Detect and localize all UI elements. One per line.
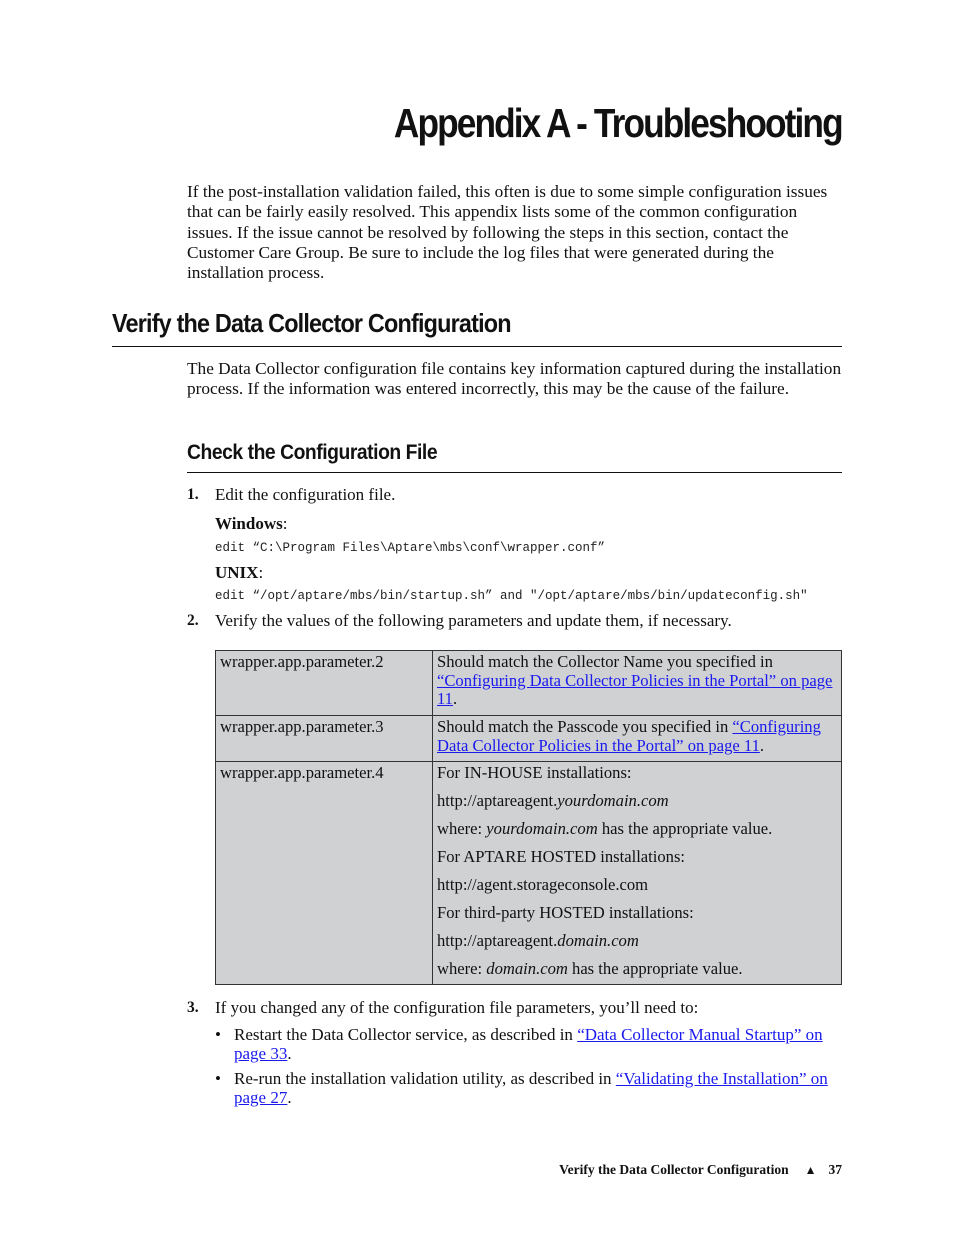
bullet-marker: • [215,1025,221,1044]
inhouse-where-suffix: has the appropriate value. [597,819,773,838]
chapter-title: Appendix A - Troubleshooting [394,100,842,146]
third-party-url-prefix: http://aptareagent. [437,931,558,950]
page-number: 37 [828,1162,842,1177]
step-number: 1. [187,486,199,503]
cross-reference-link[interactable]: “Configuring Data Collector Policies in the Portal” on page 11 [437,670,833,708]
bullet-marker: • [215,1069,221,1088]
description-period: . [759,735,765,755]
third-party-where-label: where: [437,959,487,978]
windows-label-text: Windows [215,514,283,533]
inhouse-url [437,792,837,811]
unix-label-colon: : [258,563,264,582]
windows-label [215,514,287,534]
section-heading: Verify the Data Collector Configuration [112,308,511,338]
cross-reference-link[interactable]: “Validating the Installation” on page 27 [234,1069,828,1107]
bullet-period: . [287,1088,292,1107]
unix-label-text: UNIX [215,563,259,582]
table-row [216,762,842,985]
inhouse-label: For IN-HOUSE installations: [437,763,632,782]
inhouse-where-label: where: [437,819,487,838]
description-text: Should match the Collector Name you specified in [437,652,773,671]
table-row [216,716,842,762]
inhouse-where [437,820,837,839]
table-cell-parameter: wrapper.app.parameter.2 [216,651,433,716]
inhouse-url-prefix: http://aptareagent. [437,791,558,810]
table-cell-description [433,651,842,716]
inhouse-where-domain: yourdomain.com [486,819,598,838]
intro-paragraph: If the post-installation validation failed, this often is due to some simple configuration issues that can be fairly easily resolved. This appendix lists some of the common configuration issues. If the issue cannot be resolved by following the steps in this section, contact the Customer Care Group. Be sure to include the log files that were generated during the installation process. [187,182,828,283]
hosted-label: For APTARE HOSTED installations: [437,847,686,866]
bullet-item [234,1069,844,1107]
bullet-text: Re-run the installation validation utility, as described in [234,1069,616,1088]
third-party-url-domain: domain.com [557,931,639,950]
step-number: 2. [187,612,199,629]
third-party-where-suffix: has the appropriate value. [567,959,743,978]
description-text: Should match the Passcode you specified in [437,717,733,736]
bullet-period: . [287,1044,292,1063]
windows-label-colon: : [282,514,288,533]
table-cell-description [433,762,842,985]
triangle-icon: ▲ [804,1163,817,1177]
windows-command: edit “C:\Program Files\Aptare\mbs\conf\wrapper.conf” [215,541,606,555]
section-rule [112,346,842,347]
subsection-rule [187,472,842,473]
third-party-url [437,932,837,951]
unix-command: edit “/opt/aptare/mbs/bin/startup.sh” and "/opt/aptare/mbs/bin/updateconfig.sh" [215,589,808,603]
description-period: . [452,689,458,708]
table-cell-description [433,716,842,762]
unix-label [215,563,263,583]
footer-section-name: Verify the Data Collector Configuration [559,1162,789,1177]
table-cell-parameter: wrapper.app.parameter.4 [216,762,433,985]
inhouse-url-domain: yourdomain.com [557,791,669,810]
table-cell-parameter: wrapper.app.parameter.3 [216,716,433,762]
table-row [216,651,842,716]
bullet-item [234,1025,844,1063]
third-party-label: For third-party HOSTED installations: [437,903,694,922]
step-text: Edit the configuration file. [215,485,396,504]
step-number: 3. [187,999,199,1016]
hosted-url: http://agent.storageconsole.com [437,875,649,894]
bullet-text: Restart the Data Collector service, as described in [234,1025,578,1044]
parameter-table [215,650,842,985]
step-text: If you changed any of the configuration file parameters, you’ll need to: [215,998,699,1017]
section-body: The Data Collector configuration file contains key information captured during the installation process. If the information was entered incorrectly, this may be the cause of the failure. [187,359,842,399]
cross-reference-link[interactable]: “Data Collector Manual Startup” on page 33 [234,1025,823,1063]
third-party-where-domain: domain.com [486,959,568,978]
page-footer [559,1162,842,1178]
subsection-heading: Check the Configuration File [187,441,438,464]
third-party-where [437,960,837,979]
cross-reference-link[interactable]: “Configuring Data Collector Policies in the Portal” on page 11 [437,717,821,755]
step-text: Verify the values of the following parameters and update them, if necessary. [215,611,732,630]
